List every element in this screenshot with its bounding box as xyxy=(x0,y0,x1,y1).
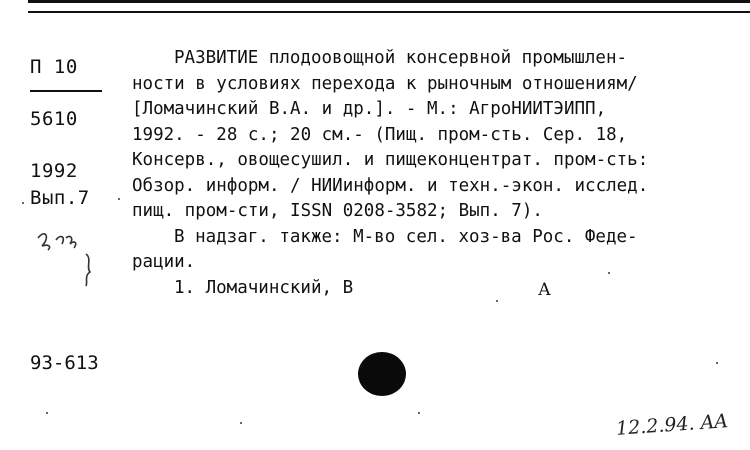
speck xyxy=(22,202,24,204)
speck xyxy=(496,300,498,302)
shelf-mark-underline xyxy=(30,90,102,92)
speck xyxy=(46,412,48,414)
speck xyxy=(118,198,120,200)
note-line: В надзаг. также: М-во сел. хоз-ва Рос. Феде- xyxy=(174,226,638,247)
card-code: 5610 xyxy=(30,108,78,130)
publication-year: 1992 xyxy=(30,160,78,182)
note-line: рации. xyxy=(132,252,196,272)
speck xyxy=(716,362,718,364)
speck xyxy=(608,272,610,274)
handwritten-date-stamp: 12.2.94. AA xyxy=(615,410,729,440)
description-line: Консерв., овощесушил. и пищеконцентрат. пром-сть: xyxy=(132,150,649,170)
description-line: 1992. - 28 с.; 20 см.- (Пищ. пром-сть. Сер. 18, xyxy=(132,124,628,145)
description-line: [Ломачинский В.А. и др.]. - М.: АгроНИИТЭИПП, xyxy=(132,99,607,119)
issue-number: Вып.7 xyxy=(30,187,90,209)
description-line: Обзор. информ. / НИИинформ. и техн.-экон. исслед. xyxy=(132,175,649,196)
speck xyxy=(240,422,242,424)
description-line: ности в условиях перехода к рыночным отношениям/ xyxy=(132,73,638,94)
entry-number: 93-613 xyxy=(30,352,99,374)
tracing-line: 1. Ломачинский, В xyxy=(174,277,354,298)
speck xyxy=(418,412,420,414)
handwritten-mark xyxy=(34,224,104,294)
bibliographic-description xyxy=(132,46,722,301)
description-line: РАЗВИТИЕ плодоовощной консервной промышлен- xyxy=(174,48,628,68)
pencil-mark-a: А xyxy=(538,280,551,300)
top-border-rule xyxy=(28,0,750,11)
punch-hole xyxy=(358,352,406,396)
shelf-mark: П 10 xyxy=(30,56,78,78)
description-line: пищ. пром-сти, ISSN 0208-3582; Вып. 7). xyxy=(132,201,543,221)
